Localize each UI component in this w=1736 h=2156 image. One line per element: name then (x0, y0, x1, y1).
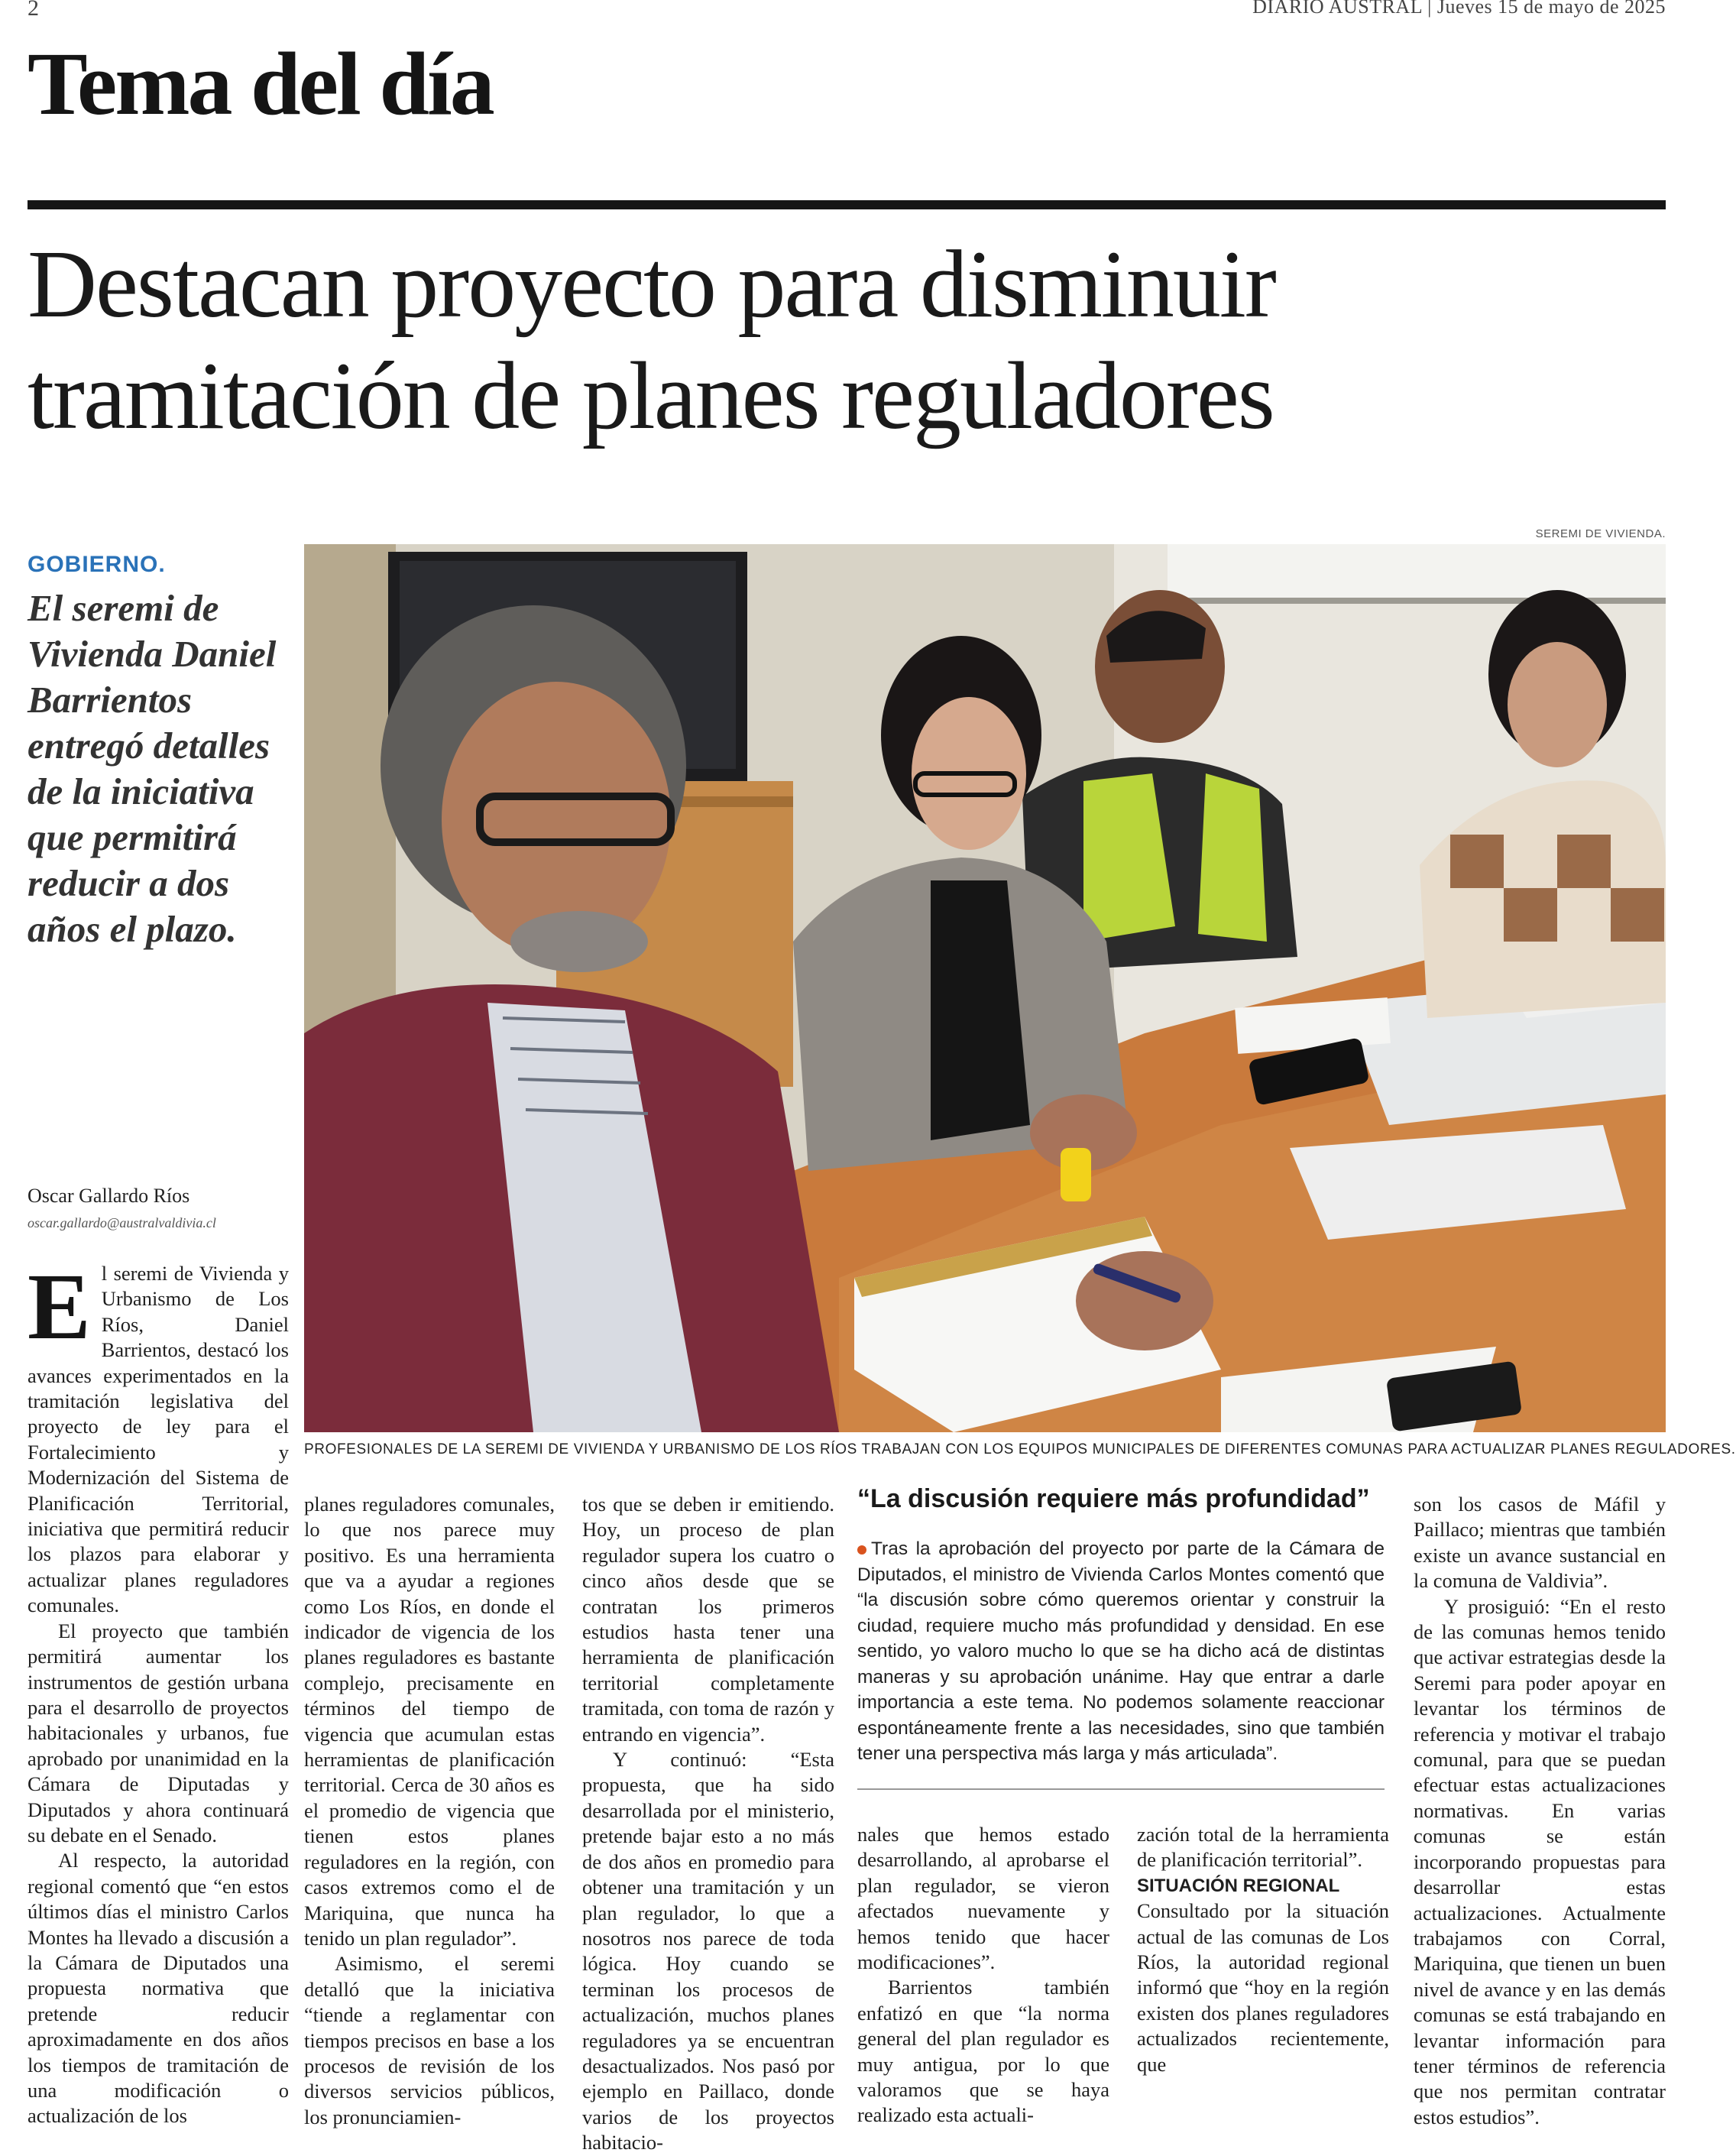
col1-paragraph-3: Al respecto, la autoridad regional comentó que “en estos últimos días el ministro Carlos Montes ha llevado a discusión a la Cámara de Diputados una propuesta normativa que pretende reducir aproximadamente en dos años los tiempos de tramitación de una modificación o actualización de los (28, 1849, 289, 2128)
byline-name: Oscar Gallardo Ríos (28, 1185, 190, 1207)
col6-paragraph-2: Y prosiguió: “En el resto de las comunas hemos tenido que activar estrategias desde la Seremi para poder apoyar en levantar los términos de referencia y motivar el trabajo comunal, para que se puedan efectuar estas actualizaciones normativas. En varias comunas se están incorporando propuestas para desarrollar estas actualizaciones. Actualmente trabajamos con Corral, Mariquina, que tienen un buen nivel de avance y en las demás comunas se está trabajando en levantar información para tener términos de referencia que nos permitan contratar estos estudios”. (1414, 1594, 1666, 2128)
deck: El seremi de Vivienda Daniel Barrientos entregó detalles de la iniciativa que permitirá reducir a dos años el plazo. (28, 587, 277, 950)
headline-line-2: tramitación de planes reguladores (28, 343, 1274, 449)
subhead-situacion-regional: SITUACIÓN REGIONAL (1137, 1875, 1340, 1896)
headline-line-1: Destacan proyecto para disminuir (28, 232, 1275, 338)
col4-paragraph-2: Barrientos también enfatizó en que “la norma general del plan regulador es muy antigua, por lo que valoramos que se haya realizado esta actuali- (857, 1976, 1109, 2127)
photo-caption: PROFESIONALES DE LA SEREMI DE VIVIENDA Y URBANISMO DE LOS RÍOS TRABAJAN CON LOS EQUIPOS MUNICIPALES DE DIFERENTES COMUNAS PARA ACTUALIZAR PLANES REGULADORES. (304, 1441, 1736, 1457)
dropcap: E (28, 1254, 91, 1359)
col6-paragraph-1: son los casos de Máfil y Paillaco; mientras que también existe un avance sustancial en la comuna de Valdivia”. (1414, 1493, 1666, 1593)
top-rule (28, 200, 1666, 209)
pullquote-text (857, 1536, 1385, 1767)
col1-paragraph-1: l seremi de Vivienda y Urbanismo de Los Ríos, Daniel Barrientos, destacó los avances experimentados en la tramitación legislativa del proyecto de ley para el Fortalecimiento y Modernización del Sistema de Planificación Territorial, iniciativa que permitirá reducir los plazos para elaborar y actualizar planes reguladores comunales. (28, 1262, 289, 1617)
photo-credit: SEREMI DE VIVIENDA. (1535, 527, 1666, 540)
photo (304, 544, 1666, 1432)
headline (28, 229, 1678, 452)
col2-paragraph-2: Asimismo, el seremi detalló que la iniciativa “tiende a reglamentar con tiempos precisos en base a los procesos de revisión de los diversos servicios públicos, los pronunciamien- (304, 1952, 555, 2128)
dateline: DIARIO AUSTRAL | Jueves 15 de mayo de 2025 (1252, 0, 1666, 18)
bullet-icon (857, 1545, 866, 1555)
col3-paragraph-1: tos que se deben ir emitiendo. Hoy, un proceso de plan regulador supera los cuatro o cinco años desde que se contratan los primeros estudios hasta tener una herramienta de planificación territorial completamente tramitada, con toma de razón y entrando en vigencia”. (582, 1493, 834, 1746)
body-column-2 (304, 1492, 555, 2130)
body-column-5 (1137, 1822, 1389, 2077)
pullquote-body: Tras la aprobación del proyecto por parte de la Cámara de Diputados, el ministro de Vivienda Carlos Montes comentó que “la discusión sobre cómo queremos orientar y construir la ciudad, requiere mucho más profundidad y densidad. En ese sentido, yo valoro mucho lo que se ha dicho acá de distintas maneras y su aprobación unánime. Hay que entrar a darle importancia a este tema. No podemos solamente reaccionar espontáneamente frente a las necesidades, sino que también tener una perspectiva más larga y más articulada”. (857, 1538, 1385, 1764)
page-number: 2 (28, 0, 39, 21)
kicker: GOBIERNO. (28, 552, 166, 577)
col1-paragraph-2: El proyecto que también permitirá aumentar los instrumentos de gestión urbana para el desarrollo de proyectos habitacionales y urbanos, fue aprobado por unanimidad en la Cámara de Diputadas y Diputados y ahora continuará su debate en el Senado. (28, 1619, 289, 1846)
col5-paragraph-1: zación total de la herramienta de planificación territorial”. (1137, 1823, 1389, 1872)
body-column-3 (582, 1492, 834, 2156)
col3-paragraph-2: Y continuó: “Esta propuesta, que ha sido desarrollada por el ministerio, pretende bajar esto a no más de dos años en promedio para obtener una tramitación y un plan regulador, lo que a nosotros nos parece de toda lógica. Hoy cuando se terminan los procesos de actualización, muchos planes reguladores ya se encuentran desactualizados. Nos pasó por ejemplo en Paillaco, donde varios de los proyectos habitacio- (582, 1748, 834, 2154)
body-column-1 (28, 1254, 289, 2129)
col4-paragraph-1: nales que hemos estado desarrollando, al aprobarse el plan regulador, se vieron afectados nuevamente y hemos tenido que hacer modificaciones”. (857, 1823, 1109, 1974)
byline-email: oscar.gallardo@australvaldivia.cl (28, 1215, 216, 1230)
col5-paragraph-2: Consultado por la situación actual de las comunas de Los Ríos, la autoridad regional informó que “hoy en la región existen dos planes reguladores actualizados recientemente, que (1137, 1899, 1389, 2076)
col2-paragraph-1: planes reguladores comunales, lo que nos parece muy positivo. Es una herramienta que va a ayudar a regiones como Los Ríos, en donde el indicador de vigencia de los planes reguladores es bastante complejo, precisamente en términos del tiempo de vigencia que acumulan estas herramientas de planificación territorial. Cerca de 30 años es el promedio de vigencia que tienen estos planes reguladores en la región, con casos extremos como el de Mariquina, que nunca ha tenido un plan regulador”. (304, 1493, 555, 1950)
body-column-6 (1414, 1492, 1666, 2130)
body-column-4 (857, 1822, 1109, 2128)
section-title: Tema del día (28, 34, 493, 134)
pullquote-rule (857, 1788, 1385, 1790)
pullquote-title: “La discusión requiere más profundidad” (857, 1484, 1370, 1513)
